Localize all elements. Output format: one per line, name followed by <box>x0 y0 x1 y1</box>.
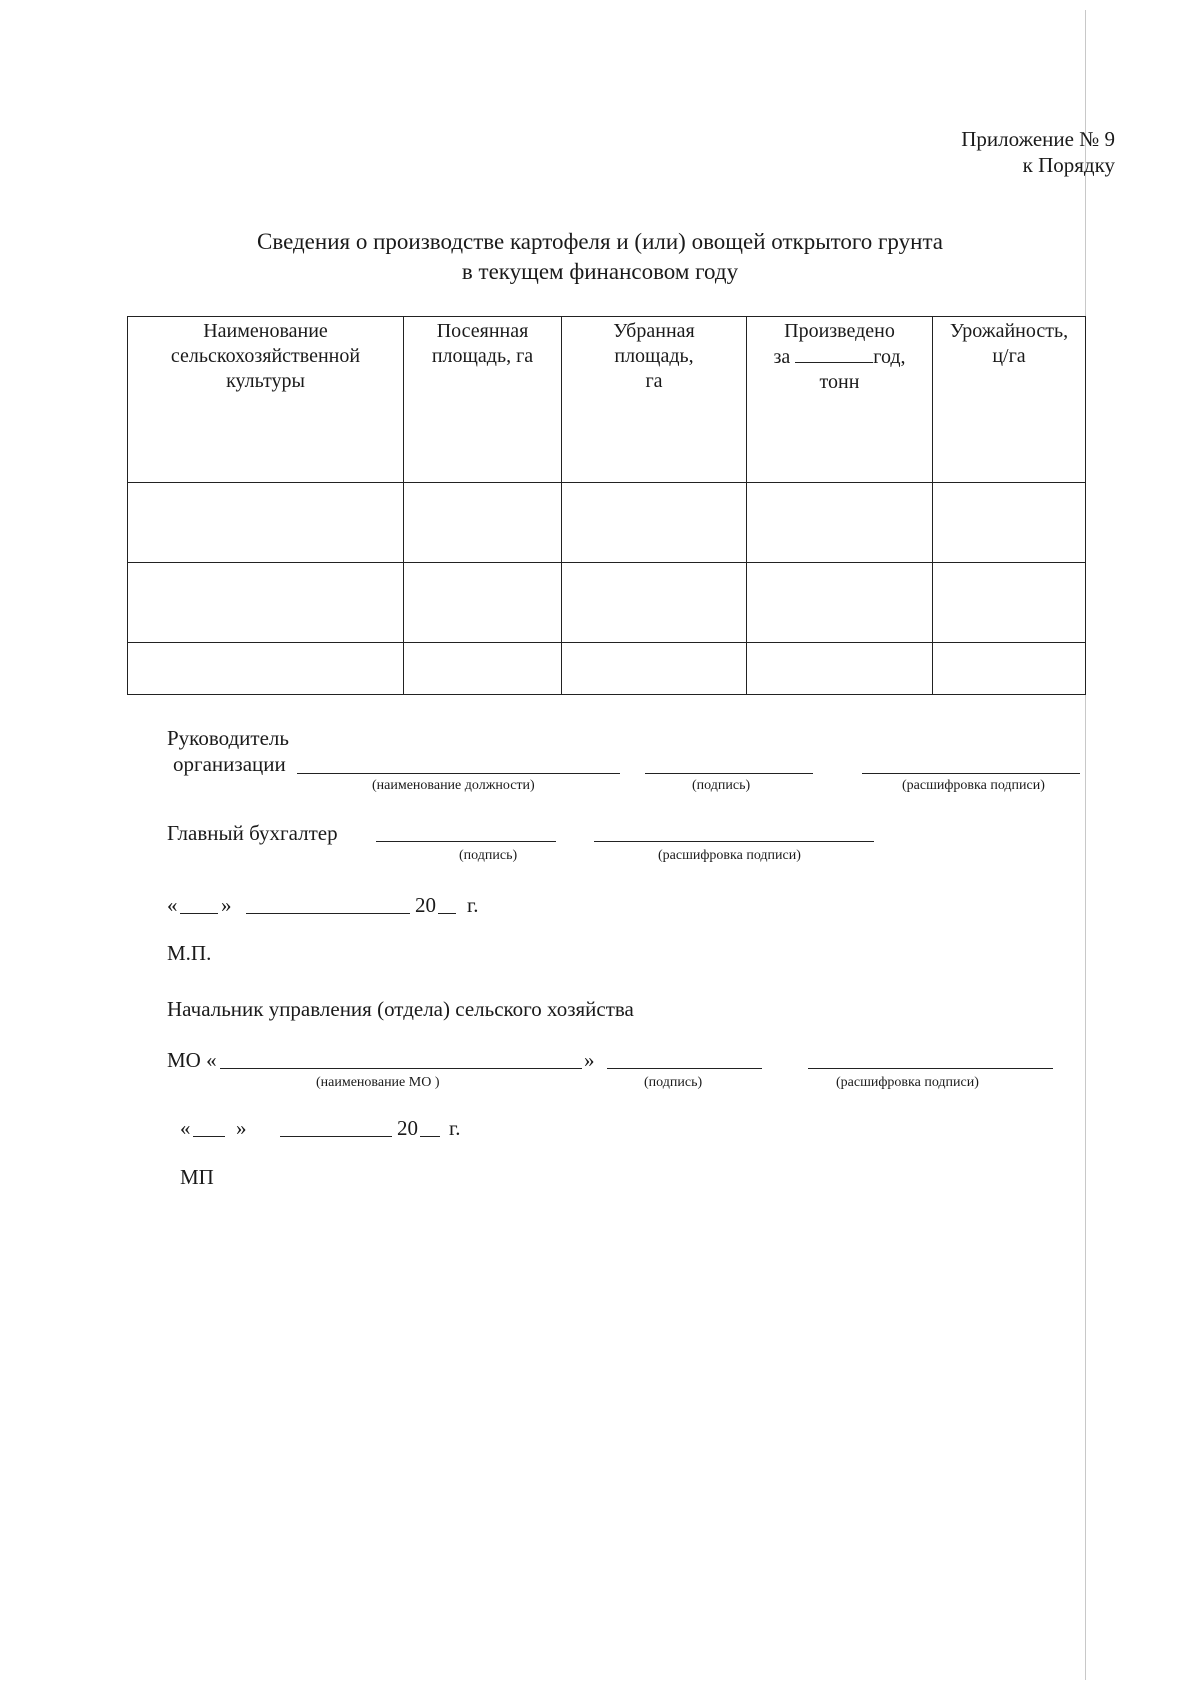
table-cell[interactable] <box>933 483 1086 563</box>
header-crop-name <box>128 317 404 483</box>
header-yield <box>933 317 1086 483</box>
agri-signature-field[interactable] <box>607 1068 762 1069</box>
stamp-place-1: М.П. <box>167 941 212 965</box>
table-cell[interactable] <box>747 483 933 563</box>
head-signature-field[interactable] <box>645 773 813 774</box>
table-row <box>128 643 1086 695</box>
header-text: площадь, га <box>431 345 534 367</box>
header-text: год, <box>873 346 906 368</box>
table-row <box>128 563 1086 643</box>
date2-year-prefix: 20 <box>397 1116 418 1140</box>
header-harvested-area <box>562 317 747 483</box>
header-text: Урожайность, <box>949 320 1069 342</box>
date1-month-field[interactable] <box>246 913 410 914</box>
date2-day-field[interactable] <box>193 1136 225 1137</box>
header-produced <box>747 317 933 483</box>
caption-mo-name: (наименование МО ) <box>316 1075 440 1090</box>
production-table <box>127 316 1086 695</box>
table-cell[interactable] <box>128 643 404 695</box>
header-text: площадь, <box>614 345 694 367</box>
accountant-decoding-field[interactable] <box>594 841 874 842</box>
table-cell[interactable] <box>404 563 562 643</box>
caption-accountant-signature: (подпись) <box>459 848 518 863</box>
header-text: Произведено <box>784 320 895 342</box>
table-row <box>128 483 1086 563</box>
table-cell[interactable] <box>747 563 933 643</box>
table-cell[interactable] <box>404 483 562 563</box>
appendix-number: Приложение № 9 <box>961 127 1115 151</box>
table-cell[interactable] <box>562 643 747 695</box>
header-text: га <box>645 370 663 392</box>
table-header-row <box>128 317 1086 483</box>
mo-name-field[interactable] <box>220 1068 582 1069</box>
title-line-1: Сведения о производстве картофеля и (или) овощей открытого грунта <box>257 229 943 254</box>
header-text: за <box>773 346 791 368</box>
date2-year-field[interactable] <box>420 1136 440 1137</box>
accountant-signature-field[interactable] <box>376 841 556 842</box>
table-cell[interactable] <box>404 643 562 695</box>
table-cell[interactable] <box>933 643 1086 695</box>
date1-year-field[interactable] <box>438 913 456 914</box>
caption-head-signature: (подпись) <box>692 778 751 793</box>
header-text: ц/га <box>992 345 1026 367</box>
scan-edge-line <box>1085 10 1086 1680</box>
header-text: Убранная <box>613 320 695 342</box>
head-label-line-1: Руководитель <box>167 726 289 750</box>
date2-suffix: г. <box>449 1116 461 1140</box>
caption-accountant-decoding: (расшифровка подписи) <box>658 848 801 863</box>
agri-decoding-field[interactable] <box>808 1068 1053 1069</box>
table-cell[interactable] <box>128 563 404 643</box>
year-blank[interactable] <box>795 344 873 363</box>
head-decoding-field[interactable] <box>862 773 1080 774</box>
date2-month-field[interactable] <box>280 1136 392 1137</box>
table-cell[interactable] <box>562 483 747 563</box>
document-title <box>160 227 1040 287</box>
mo-suffix: » <box>584 1048 595 1072</box>
table-cell[interactable] <box>562 563 747 643</box>
caption-head-decoding: (расшифровка подписи) <box>902 778 1045 793</box>
table-cell[interactable] <box>933 563 1086 643</box>
date1-suffix: г. <box>467 893 479 917</box>
date1-day-field[interactable] <box>180 913 218 914</box>
caption-position: (наименование должности) <box>372 778 535 793</box>
appendix-header <box>961 126 1115 178</box>
date2-open-quote: « <box>180 1116 191 1140</box>
date2-close-quote: » <box>236 1116 247 1140</box>
title-line-2: в текущем финансовом году <box>461 259 739 284</box>
date1-open-quote: « <box>167 893 178 917</box>
header-year-line <box>747 344 932 370</box>
position-field[interactable] <box>297 773 620 774</box>
header-text: Наименование <box>203 320 328 342</box>
header-sown-area <box>404 317 562 483</box>
mo-prefix: МО « <box>167 1048 217 1072</box>
header-text: сельскохозяйственной <box>170 345 361 367</box>
caption-agri-signature: (подпись) <box>644 1075 703 1090</box>
table-cell[interactable] <box>747 643 933 695</box>
agri-head-label: Начальник управления (отдела) сельского хозяйства <box>167 997 634 1021</box>
header-text: тонн <box>819 371 860 393</box>
date1-year-prefix: 20 <box>415 893 436 917</box>
chief-accountant-label: Главный бухгалтер <box>167 821 338 845</box>
date1-close-quote: » <box>221 893 232 917</box>
caption-agri-decoding: (расшифровка подписи) <box>836 1075 979 1090</box>
appendix-reference: к Порядку <box>1022 153 1115 177</box>
table-cell[interactable] <box>128 483 404 563</box>
stamp-place-2: МП <box>180 1165 214 1189</box>
header-text: культуры <box>226 370 305 392</box>
head-label-line-2: организации <box>173 752 286 776</box>
header-text: Посеянная <box>436 320 529 342</box>
